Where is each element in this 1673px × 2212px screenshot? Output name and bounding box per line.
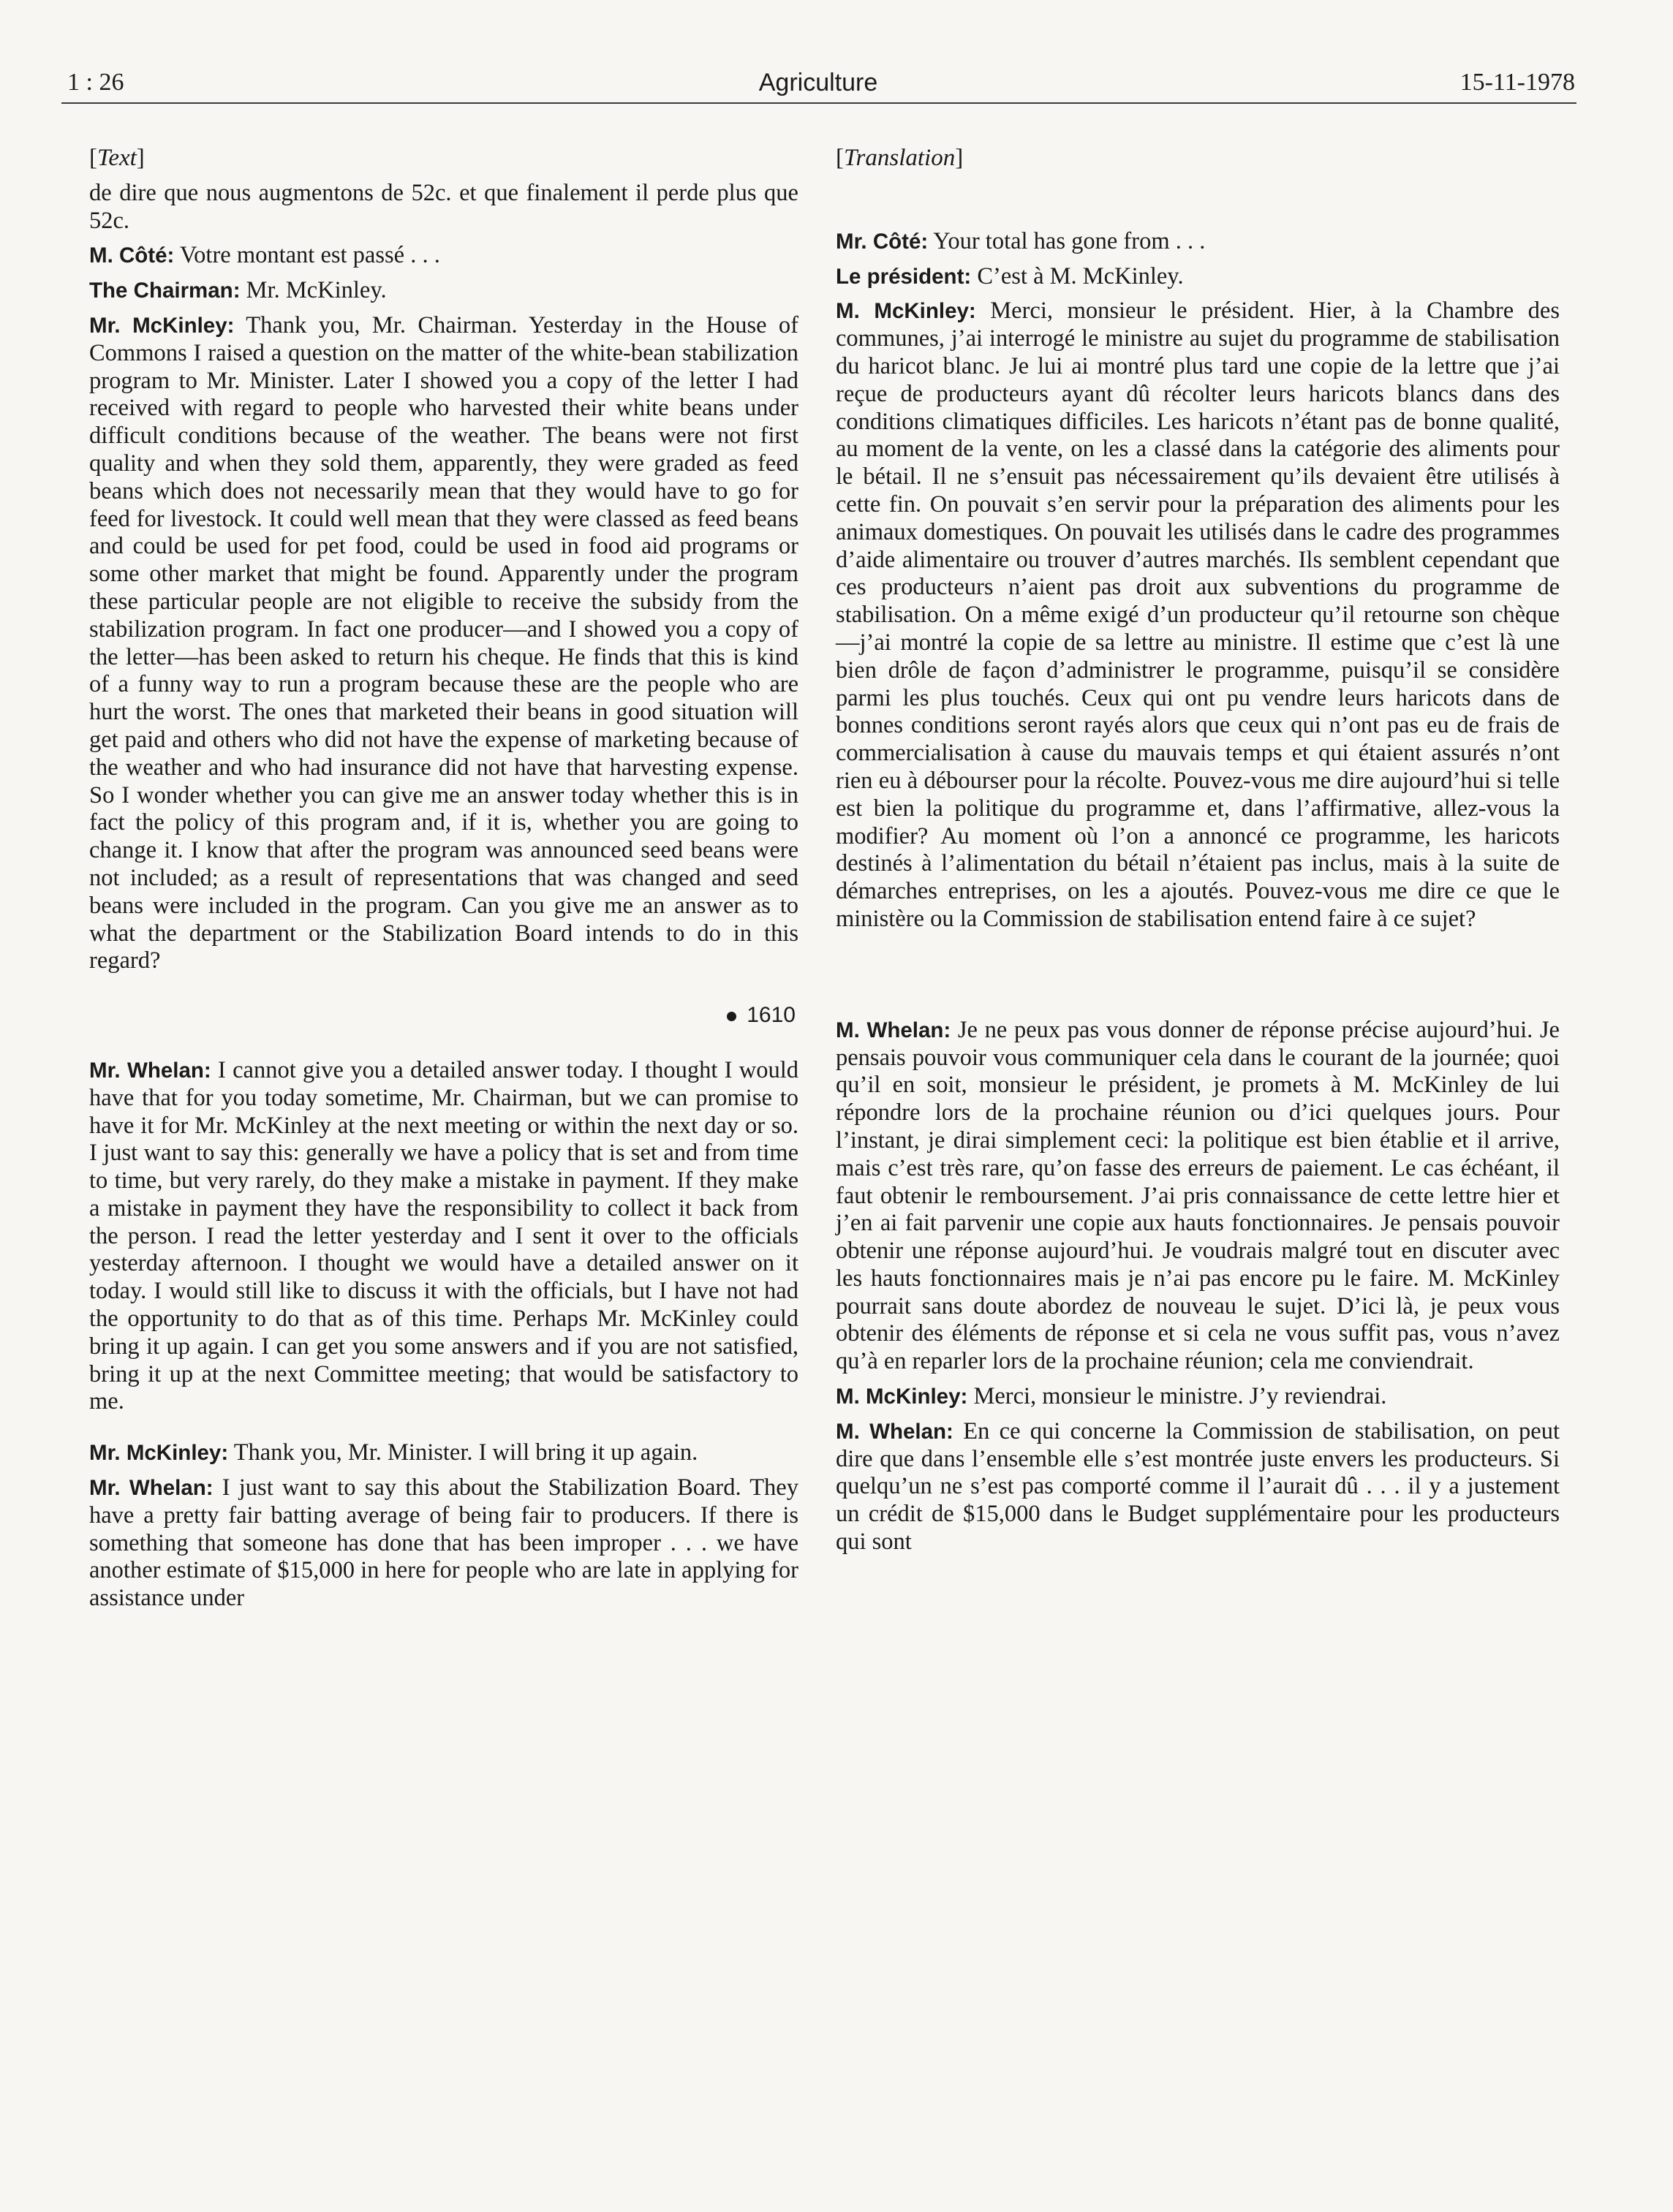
speech-text: Merci, monsieur le président. Hier, à la Chambre des communes, j’ai interrogé le ministre au sujet du programme de stabilisation du haricot blanc. Je lui ai montré plus tard une copie de la lettre que j’ai reçue de producteurs ayant dû récolter leurs haricots blancs dans des conditions climatiques difficiles. Les haricots n’étant pas de bonne qualité, au moment de la vente, on les a classé dans la catégorie des aliments pour le bétail. Il ne s’ensuit pas nécessairement qu’ils devaient être utilisés à cette fin. On pouvait s’en servir pour la préparation des aliments pour les animaux domestiques. On pouvait les utilisés dans le cadre des programmes d’aide alimentaire ou trouver d’autres marchés. Ils semblent cependant que ces producteurs n’aient pas droit aux subventions du programme de stabilisation. On a même exigé d’un producteur qu’il retourne son chèque—j’ai montré la copie de sa lettre au ministre. Il estime que c’est là une bien drôle de façon d’administrer le programme, puisqu’il se considère parmi les plus touchés. Ceux qui ont pu vendre leurs haricots dans de bonnes conditions seront rayés alors que ceux qui n’ont pas eu de frais de commercialisation à cause du mauvais temps et qui étaient assurés n’ont rien eu à débourser pour la récolte. Pouvez-vous me dire aujourd’hui si telle est bien la politique du programme et, dans l’affirmative, allez-vous la modifier? Au moment où l’on a annoncé ce programme, les haricots destinés à l’alimentation du bétail n’étaient pas inclus, mais à la suite de démarches entreprises, on les a ajoutés. Pouvez-vous me dire ce que le ministère ou la Commission de stabilisation entend faire à ce sujet? [836,298,1560,932]
paragraph [836,1383,1560,1411]
text-marker: [Text] [89,145,145,171]
speaker-name: Mr. Côté: [836,229,929,254]
paragraph-continuation: de dire que nous augmentons de 52c. et que finalement il perde plus que 52c. [89,179,798,234]
speaker-name: The Chairman: [89,279,241,303]
header-rule [61,102,1576,104]
translation-marker-label: Translation [844,145,956,171]
bullet-icon [727,1012,736,1021]
page-date: 15-11-1978 [1459,69,1575,96]
speech-text: Je ne peux pas vous donner de réponse précise aujourd’hui. Je pensais pouvoir vous communiquer cela dans le courant de la journée; quoi qu’il en soit, monsieur le président, je promets à M. McKinley de lui répondre lors de la prochaine réunion ou d’ici quelques jours. Pour l’instant, je dirai simplement ceci: la politique est bien établie et il arrive, mais c’est très rare, qu’on fasse des erreurs de paiement. Le cas échéant, il faut obtenir le remboursement. J’ai pris connaissance de cette lettre hier et j’en ai fait parvenir une copie aux hauts fonctionnaires. Je pensais pouvoir obtenir une réponse aujourd’hui. Je voudrais malgré tout en discuter avec les hauts fonctionnaires mais je n’ai pas encore pu le faire. M. McKinley pourrait sans doute abordez de nouveau le sujet. D’ici là, je peux vous obtenir des éléments de réponse et si cela ne vous suffit pas, vous n’avez qu’à en reparler lors de la prochaine réunion; cela me conviendrait. [836,1016,1560,1375]
paragraph [836,298,1560,933]
speech-text: Your total has gone from . . . [928,227,1206,254]
paragraph [89,1474,798,1613]
paragraph [836,1418,1560,1556]
text-marker-label: Text [97,145,137,171]
paragraph [89,312,798,975]
speech-text: I cannot give you a detailed answer today. I thought I would have that for you today sometime, Mr. Chairman, but we can promise to have it for Mr. McKinley at the next meeting or within the next day or so. I just want to say this: generally we have a policy that is set and from time to time, but very rarely, do they make a mistake in payment. If they make a mistake in payment they have the responsibility to collect it back from the person. I read the letter yesterday and I sent it over to the officials yesterday afternoon. I thought we would have a detailed answer on it today. I would still like to discuss it with the officials, but I have not had the opportunity to do that as of this time. Perhaps Mr. McKinley could bring it up again. I can get you some answers and if you are not satisfied, bring it up at the next Committee meeting; that would be satisfactory to me. [89,1056,798,1415]
english-column [89,145,798,1620]
paragraph [89,242,798,270]
page-number: 1 : 26 [67,69,124,96]
speech-text: Thank you, Mr. Chairman. Yesterday in the House of Commons I raised a question on the matter of the white-bean stabilization program to Mr. Minister. Later I showed you a copy of the letter I had received with regard to people who harvested their white beans under difficult conditions because of the weather. The beans were not first quality and when they sold them, apparently, they were graded as feed beans which does not necessarily mean that they would have to go for feed for livestock. It could well mean that they were classed as feed beans and could be used for pet food, could be used in food aid programs or some other market that might be found. Apparently under the program these particular people are not eligible to receive the subsidy from the stabilization program. In fact one producer—and I showed you a copy of the letter—has been asked to return his cheque. He finds that this is kind of a funny way to run a program because these are the people who are hurt the worst. The ones that marketed their beans in good situation will get paid and others who did not have the expense of marketing because of the weather and who had insurance did not have that harvesting expense. So I wonder whether you can give me an answer today whether this is in fact the policy of this program and, if it is, whether you are going to change it. I know that after the program was announced seed beans were not included; as a result of representations that was changed and seed beans were included in the program. Can you give me an answer as to what the department or the Stabilization Board intends to do in this regard? [89,311,798,974]
paragraph [89,1057,798,1416]
running-title: Agriculture [758,69,878,96]
paragraph [836,263,1560,291]
french-column [836,145,1560,1564]
paragraph [89,277,798,305]
speech-text: I just want to say this about the Stabilization Board. They have a pretty fair batting average of being fair to producers. If there is something that someone has done that has been improper . . . we have another estimate of $15,000 in here for people who are late in applying for assistance under [89,1474,798,1612]
page-header [61,64,1575,108]
speaker-name: Mr. Whelan: [89,1476,214,1501]
paragraph [836,228,1560,256]
speaker-name: M. Côté: [89,243,175,268]
speaker-name: Mr. McKinley: [89,1441,229,1466]
paragraph [89,1439,798,1467]
speaker-name: M. Whelan: [836,1018,951,1042]
time-marker-value: 1610 [747,1003,796,1028]
speaker-name: Mr. Whelan: [89,1058,211,1083]
speech-text: Thank you, Mr. Minister. I will bring it up again. [228,1439,698,1466]
speaker-name: M. McKinley: [836,299,976,324]
speaker-name: M. McKinley: [836,1385,968,1409]
translation-marker: [Translation] [836,145,964,171]
speech-text: Merci, monsieur le ministre. J’y reviendrai. [967,1383,1387,1410]
speech-text: C’est à M. McKinley. [971,262,1184,289]
speech-text: En ce qui concerne la Commission de stabilisation, on peut dire que dans l’ensemble elle s’est montrée juste envers les producteurs. Si quelqu’un ne s’est pas comporté comme il l’aurait dû . . . il y a justement un crédit de $15,000 dans le Budget supplémentaire pour les producteurs qui sont [836,1417,1560,1556]
speaker-name: M. Whelan: [836,1419,953,1444]
speech-text: Mr. McKinley. [240,277,387,304]
time-marker [89,1001,796,1029]
paragraph [836,1017,1560,1376]
column-spacer [836,180,1560,228]
speaker-name: Le président: [836,264,972,289]
speech-text: Votre montant est passé . . . [174,242,440,269]
speaker-name: Mr. McKinley: [89,313,235,338]
